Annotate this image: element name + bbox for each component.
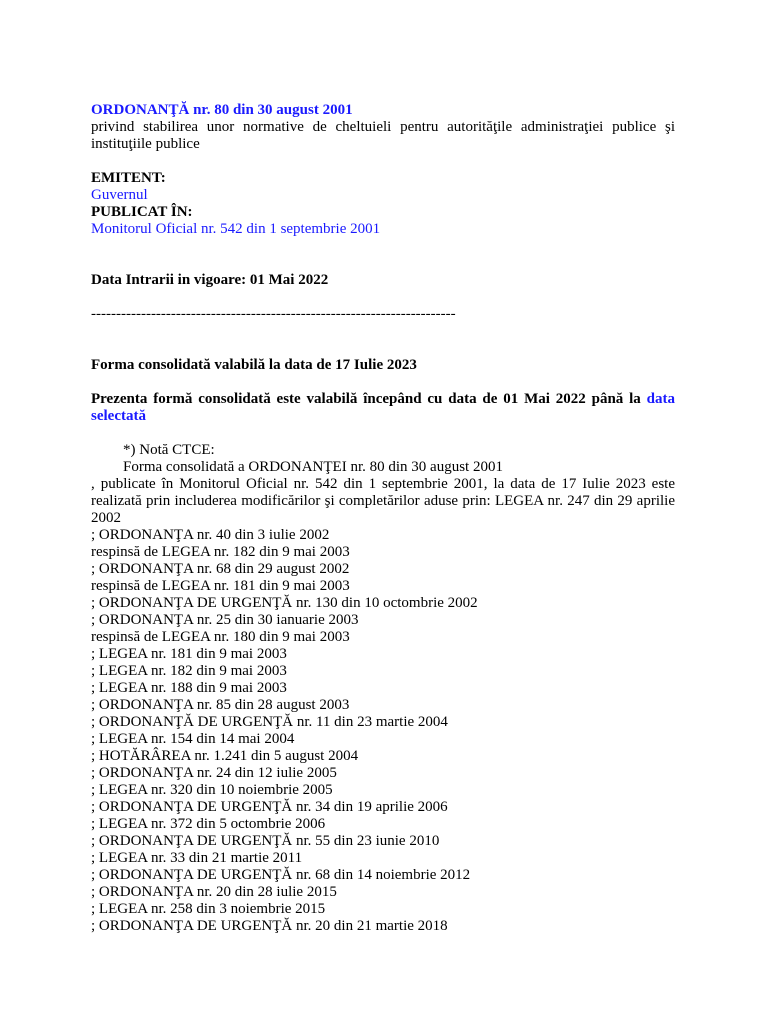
document-page: [91, 102, 675, 935]
list-item: ; ORDONANŢA DE URGENŢĂ nr. 55 din 23 iunie 2010: [91, 833, 440, 849]
list-item: ; LEGEA nr. 372 din 5 octombrie 2006: [91, 816, 326, 832]
list-item: ; ORDONANŢA DE URGENŢĂ nr. 34 din 19 aprilie 2006: [91, 799, 448, 815]
note-label: *) Notă CTCE:: [123, 442, 215, 458]
list-item: ; ORDONANŢA nr. 25 din 30 ianuarie 2003: [91, 612, 359, 628]
list-item: respinsă de LEGEA nr. 181 din 9 mai 2003: [91, 578, 350, 594]
list-item: ; LEGEA nr. 182 din 9 mai 2003: [91, 663, 287, 679]
publicat-value[interactable]: Monitorul Oficial nr. 542 din 1 septembrie 2001: [91, 221, 381, 237]
list-item: ; ORDONANŢA nr. 20 din 28 iulie 2015: [91, 884, 337, 900]
separator-line: -------------------------------------------------------------------------: [91, 306, 456, 322]
list-item: ; LEGEA nr. 154 din 14 mai 2004: [91, 731, 295, 747]
validity-statement: [91, 391, 675, 425]
list-item: respinsă de LEGEA nr. 182 din 9 mai 2003: [91, 544, 350, 560]
list-item: ; LEGEA nr. 188 din 9 mai 2003: [91, 680, 287, 696]
emitent-label: EMITENT:: [91, 170, 166, 186]
list-item: ; ORDONANŢA DE URGENŢĂ nr. 130 din 10 octombrie 2002: [91, 595, 478, 611]
selected-date-link[interactable]: data selectată: [91, 391, 675, 424]
list-item: ; ORDONANŢA DE URGENŢĂ nr. 68 din 14 noiembrie 2012: [91, 867, 471, 883]
document-title: ORDONANŢĂ nr. 80 din 30 august 2001: [91, 102, 353, 118]
list-item: ; LEGEA nr. 181 din 9 mai 2003: [91, 646, 287, 662]
list-item: ; LEGEA nr. 320 din 10 noiembrie 2005: [91, 782, 333, 798]
document-subtitle: privind stabilirea unor normative de cheltuieli pentru autorităţile administraţiei publice şi instituţiile publice: [91, 119, 675, 152]
list-item: ; ORDONANŢA DE URGENŢĂ nr. 20 din 21 martie 2018: [91, 918, 448, 934]
consolidated-form-heading: Forma consolidată valabilă la data de 17 Iulie 2023: [91, 357, 417, 373]
effective-date: Data Intrarii in vigoare: 01 Mai 2022: [91, 272, 329, 288]
note-line-1: Forma consolidată a ORDONANŢEI nr. 80 din 30 august 2001: [123, 459, 503, 475]
list-item: ; ORDONANŢA nr. 85 din 28 august 2003: [91, 697, 350, 713]
emitent-value[interactable]: Guvernul: [91, 187, 148, 203]
list-item: ; LEGEA nr. 258 din 3 noiembrie 2015: [91, 901, 326, 917]
publicat-label: PUBLICAT ÎN:: [91, 204, 193, 220]
validity-text: Prezenta formă consolidată este valabilă începând cu data de 01 Mai 2022 până la: [91, 391, 647, 407]
list-item: ; ORDONANŢĂ DE URGENŢĂ nr. 11 din 23 martie 2004: [91, 714, 448, 730]
note-line-2: , publicate în Monitorul Oficial nr. 542 din 1 septembrie 2001, la data de 17 Iulie 2023 este realizată prin includerea modificărilor şi completărilor aduse prin: LEGEA nr. 247 din 29 aprilie 2002: [91, 476, 675, 526]
list-item: ; LEGEA nr. 33 din 21 martie 2011: [91, 850, 303, 866]
amending-acts-list: [91, 527, 675, 935]
list-item: ; ORDONANŢA nr. 68 din 29 august 2002: [91, 561, 350, 577]
list-item: respinsă de LEGEA nr. 180 din 9 mai 2003: [91, 629, 350, 645]
list-item: ; ORDONANŢA nr. 40 din 3 iulie 2002: [91, 527, 330, 543]
list-item: ; ORDONANŢA nr. 24 din 12 iulie 2005: [91, 765, 337, 781]
list-item: ; HOTĂRÂREA nr. 1.241 din 5 august 2004: [91, 748, 359, 764]
